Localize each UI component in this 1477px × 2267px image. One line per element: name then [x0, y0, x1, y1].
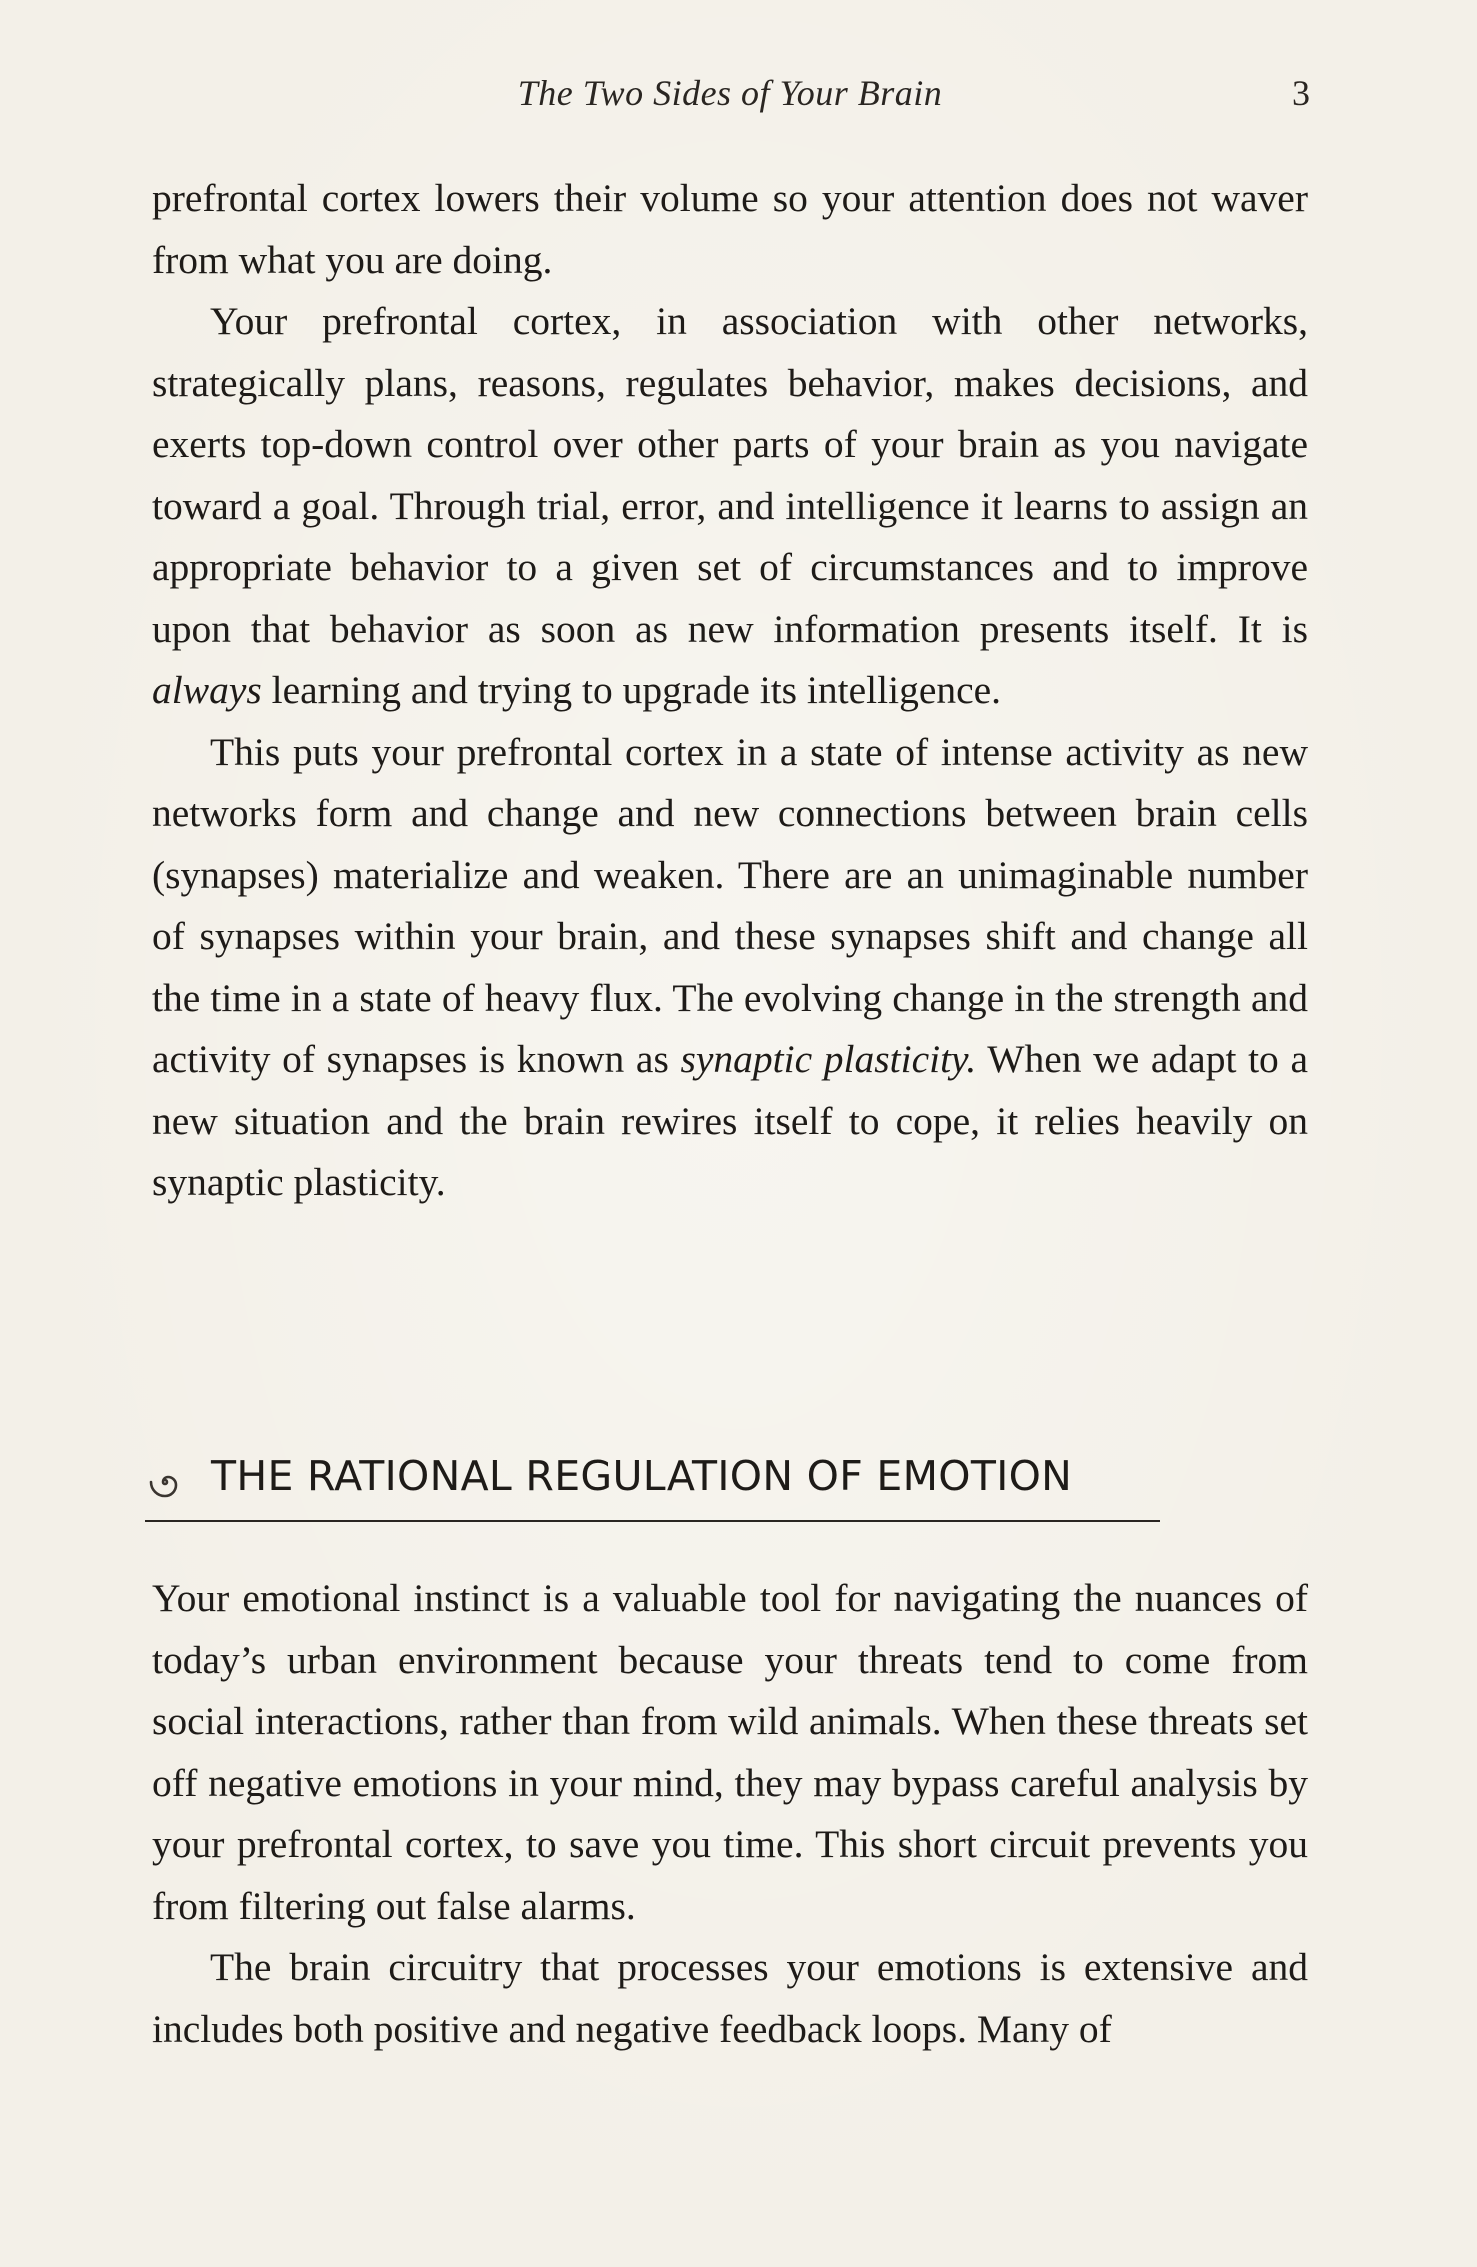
paragraph-3-text-b: When we adapt to a new situation and the brain rewires itself to cope, it relies heavily on synaptic plasticity. [152, 1037, 1308, 1204]
page-number: 3 [1292, 73, 1310, 113]
paragraph-2-emphasis: always [152, 668, 262, 712]
running-title: The Two Sides of Your Brain [517, 73, 943, 113]
paragraph-2-text-a: Your prefrontal cortex, in association with other networks, strategically plans, reasons, regulates behavior, makes decisions, and exerts top-down control over other parts of your brain as you navigate toward a goal. Through trial, error, and intelligence it learns to assign an appropriate behavior to a given set of circumstances and to improve upon that behavior as soon as new information presents itself. It is [152, 299, 1308, 651]
paragraph-5: The brain circuitry that processes your emotions is extensive and includes both positive and negative feedback loops. Many of [152, 1945, 1308, 2051]
body-text-top [152, 168, 1308, 1214]
paragraph-3-emphasis: synaptic plasticity. [680, 1037, 977, 1081]
body-text-bottom [152, 1568, 1308, 2060]
running-head [150, 72, 1310, 122]
paragraph-1: prefrontal cortex lowers their volume so your attention does not waver from what you are doing. [152, 176, 1308, 282]
section-title: THE RATIONAL REGULATION OF EMOTION [211, 1452, 1073, 1500]
section-heading [145, 1452, 1160, 1522]
spiral-icon [145, 1462, 185, 1502]
paragraph-3 [152, 722, 1308, 1214]
section-rule [145, 1520, 1160, 1522]
paragraph-4: Your emotional instinct is a valuable tool for navigating the nuances of today’s urban environment because your threats tend to come from social interactions, rather than from wild animals. When these threats set off negative emotions in your mind, they may bypass careful analysis by your prefrontal cortex, to save you time. This short circuit prevents you from filtering out false alarms. [152, 1576, 1308, 1928]
paragraph-3-text-a: This puts your prefrontal cortex in a state of intense activity as new networks form and change and new connections between brain cells (synapses) materialize and weaken. There are an unimaginable number of synapses within your brain, and these synapses shift and change all the time in a state of heavy flux. The evolving change in the strength and activity of synapses is known as [152, 729, 1308, 1081]
paragraph-2-text-b: learning and trying to upgrade its intelligence. [261, 668, 1002, 712]
paragraph-2 [152, 291, 1308, 722]
